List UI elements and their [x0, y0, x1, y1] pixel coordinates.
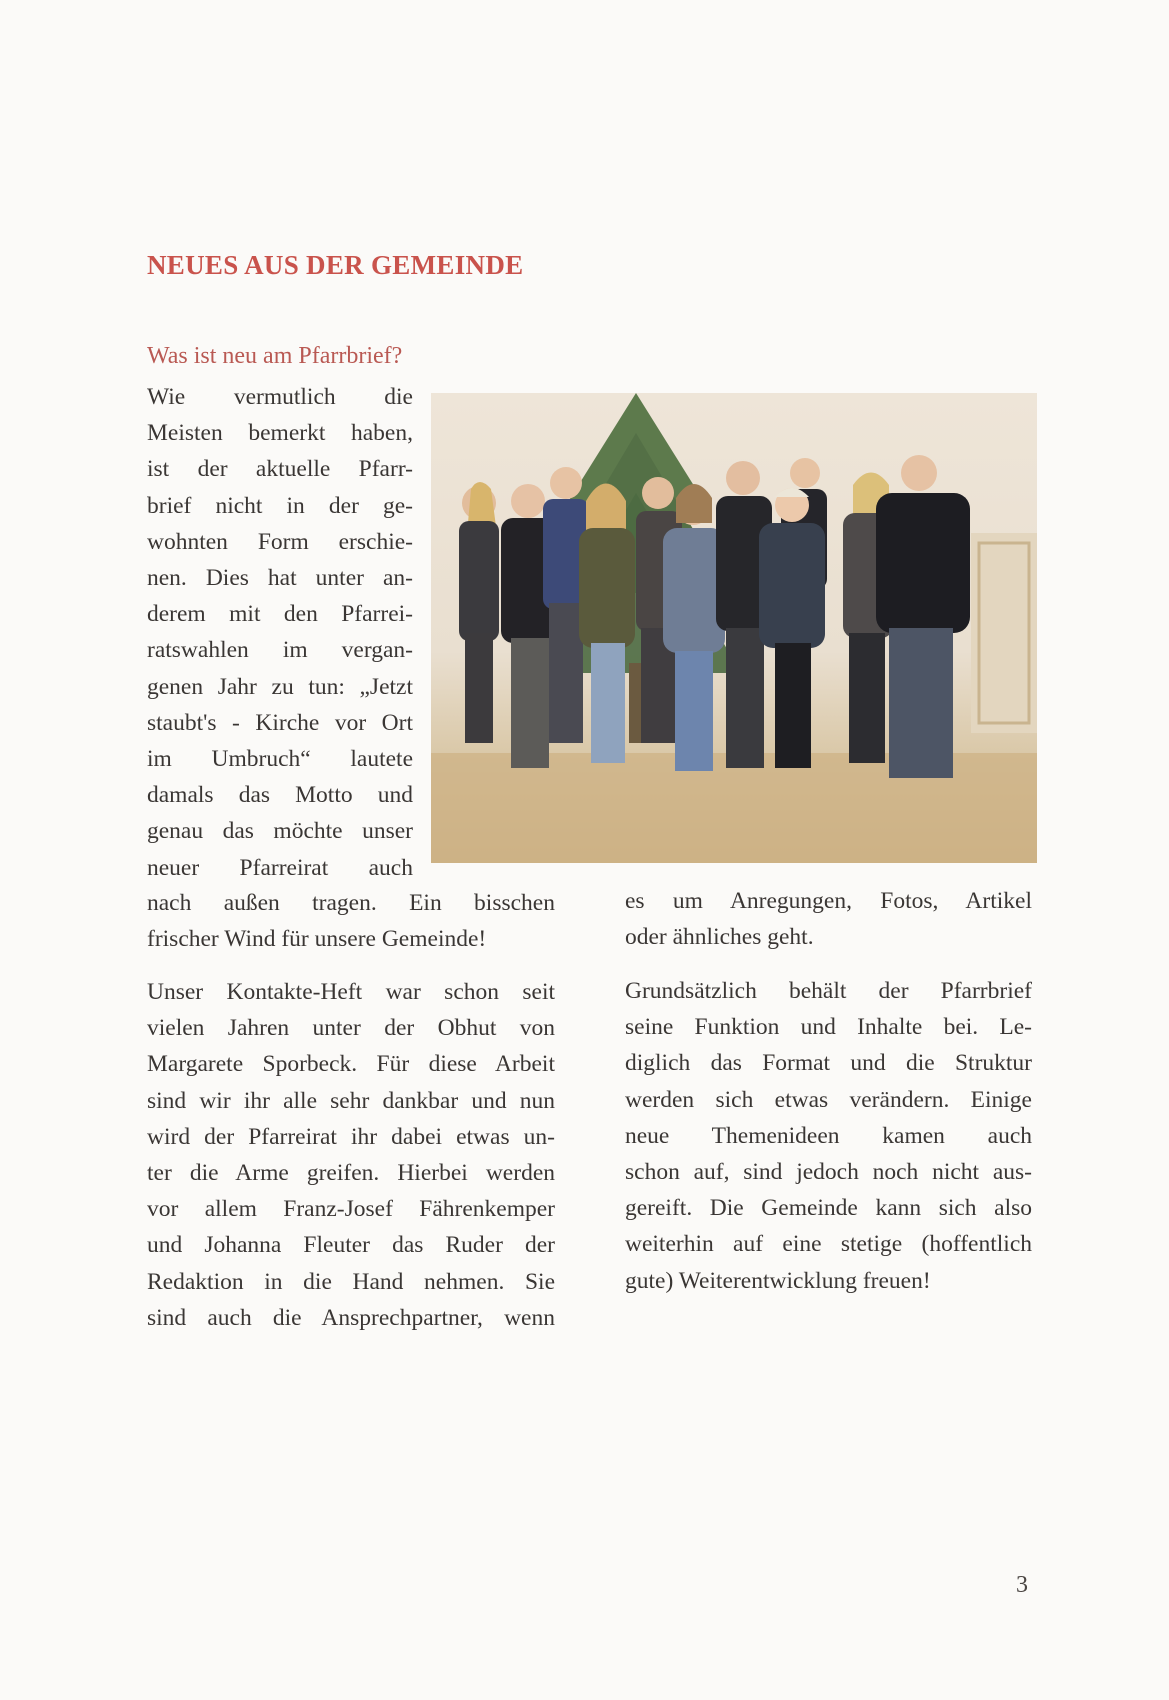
text-line: oder ähnliches geht. [625, 924, 814, 951]
text-line: ist der aktuelle Pfarr- [147, 456, 413, 483]
format-paragraph [625, 973, 1032, 1299]
text-line: neue Themenideen kamen auch [625, 1122, 1032, 1149]
text-line: genau das möchte unser [147, 818, 413, 845]
group-photo-illustration [431, 393, 1037, 863]
text-line: frischer Wind für unsere Gemeinde! [147, 926, 487, 953]
text-line: diglich das Format und die Struktur [625, 1050, 1032, 1077]
text-line: Margarete Sporbeck. Für diese Arbeit [147, 1051, 555, 1078]
text-line: gereift. Die Gemeinde kann sich also [625, 1195, 1032, 1222]
text-line: Redaktion in die Hand nehmen. Sie [147, 1268, 555, 1295]
text-line: brief nicht in der ge- [147, 492, 413, 519]
text-line: weiterhin auf eine stetige (hoffentlich [625, 1231, 1032, 1258]
text-line: und Johanna Fleuter das Ruder der [147, 1232, 555, 1259]
text-line: vielen Jahren unter der Obhut von [147, 1015, 555, 1042]
text-line: damals das Motto und [147, 782, 413, 809]
text-line: werden sich etwas verändern. Einige [625, 1086, 1032, 1113]
text-line: schon auf, sind jedoch noch nicht aus- [625, 1159, 1032, 1186]
article-title: Was ist neu am Pfarrbrief? [147, 343, 403, 369]
text-line: Unser Kontakte-Heft war schon seit [147, 979, 555, 1005]
text-line: neuer Pfarreirat auch [147, 854, 413, 881]
contacts-paragraph-continued [625, 883, 1032, 955]
text-line: ter die Arme greifen. Hierbei werden [147, 1160, 555, 1187]
text-line: vor allem Franz-Josef Fährenkemper [147, 1196, 555, 1223]
text-line: gute) Weiterentwicklung freuen! [625, 1267, 931, 1294]
contacts-paragraph [147, 974, 555, 1336]
text-line: genen Jahr zu tun: „Jetzt [147, 673, 413, 700]
text-line: nen. Dies hat unter an- [147, 565, 413, 592]
text-line: staubt's - Kirche vor Ort [147, 709, 413, 736]
text-line: Wie vermutlich die [147, 384, 413, 410]
text-line: wird der Pfarreirat ihr dabei etwas un- [147, 1123, 555, 1150]
text-line: sind wir ihr alle sehr dankbar und nun [147, 1087, 555, 1114]
text-line: sind auch die Ansprechpartner, wenn [147, 1304, 555, 1331]
intro-paragraph-end [147, 885, 555, 957]
text-line: Meisten bemerkt haben, [147, 420, 413, 447]
text-line: es um Anregungen, Fotos, Artikel [625, 888, 1032, 914]
intro-paragraph-wrapped [147, 379, 413, 886]
text-line: derem mit den Pfarrei- [147, 601, 413, 628]
group-photo [431, 393, 1037, 863]
text-line: im Umbruch“ lautete [147, 746, 413, 773]
text-line: Grundsätzlich behält der Pfarrbrief [625, 978, 1032, 1004]
text-line: nach außen tragen. Ein bisschen [147, 890, 555, 916]
text-line: wohnten Form erschie- [147, 528, 413, 555]
section-title: NEUES AUS DER GEMEINDE [147, 250, 524, 280]
text-line: ratswahlen im vergan- [147, 637, 413, 664]
text-line: seine Funktion und Inhalte bei. Le- [625, 1014, 1032, 1041]
page-number: 3 [1016, 1572, 1028, 1598]
